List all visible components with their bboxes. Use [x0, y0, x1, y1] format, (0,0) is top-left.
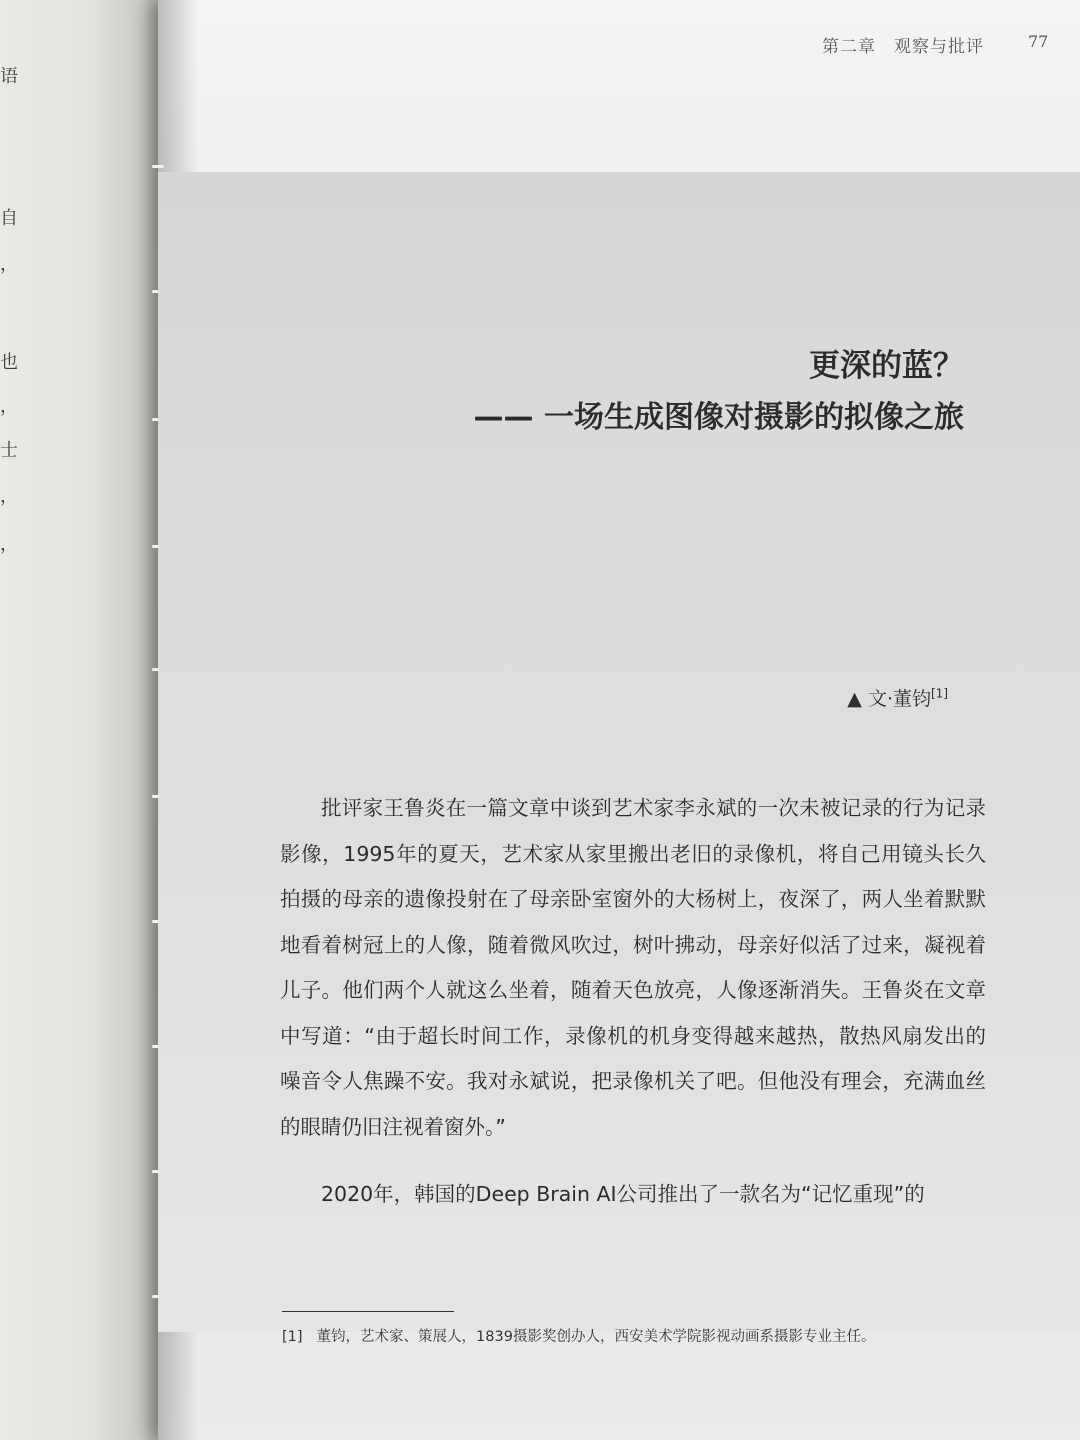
title-subtitle: —— 一场生成图像对摄影的拟像之旅: [473, 400, 964, 435]
footnote-mark: [1]: [282, 1329, 303, 1345]
running-header: 第二章 观察与批评: [822, 37, 984, 57]
body-paragraph: 2020年，韩国的Deep Brain AI公司推出了一款名为“记忆重现”的: [321, 1182, 925, 1206]
footnote-divider: [282, 1311, 454, 1312]
left-page-glyph: 也: [0, 352, 18, 373]
article-title: [474, 340, 964, 444]
footnote: [282, 1326, 1012, 1348]
article-body: [280, 786, 986, 1218]
binding-stitch: [152, 165, 164, 168]
left-page-glyph: 语: [0, 66, 18, 87]
footnote-reference: [1]: [931, 686, 948, 701]
left-facing-page: [0, 0, 168, 1440]
left-page-glyph: 自: [0, 208, 18, 229]
book-page: [158, 0, 1080, 1440]
footnote-text: 董钧，艺术家、策展人，1839摄影奖创办人，西安美术学院影视动画系摄影专业主任。: [316, 1329, 876, 1345]
left-page-glyph: ，: [0, 396, 18, 417]
left-page-glyph: ，: [0, 486, 18, 507]
left-page-glyph: ，: [0, 254, 18, 275]
page-number: 77: [1028, 32, 1049, 51]
byline-text: ▲ 文·董钧: [847, 688, 931, 710]
title-main: 更深的蓝？: [809, 348, 964, 384]
body-paragraph: 批评家王鲁炎在一篇文章中谈到艺术家李永斌的一次未被记录的行为记录影像，1995年的夏天，艺术家从家里搬出老旧的录像机，将自己用镜头长久拍摄的母亲的遗像投射在了母亲卧室窗外的大杨树上，夜深了，两人坐着默默地看着树冠上的人像，随着微风吹过，树叶拂动，母亲好似活了过来，凝视着儿子。他们两个人就这么坐着，随着天色放亮，人像逐渐消失。王鲁炎在文章中写道：“由于超长时间工作，录像机的机身变得越来越热，散热风扇发出的噪音令人焦躁不安。我对永斌说，把录像机关了吧。但他没有理会，充满血丝的眼睛仍旧注视着窗外。”: [280, 796, 986, 1139]
author-byline: [847, 684, 948, 711]
left-page-glyph: 士: [0, 440, 18, 461]
left-page-glyph: ，: [0, 534, 18, 555]
